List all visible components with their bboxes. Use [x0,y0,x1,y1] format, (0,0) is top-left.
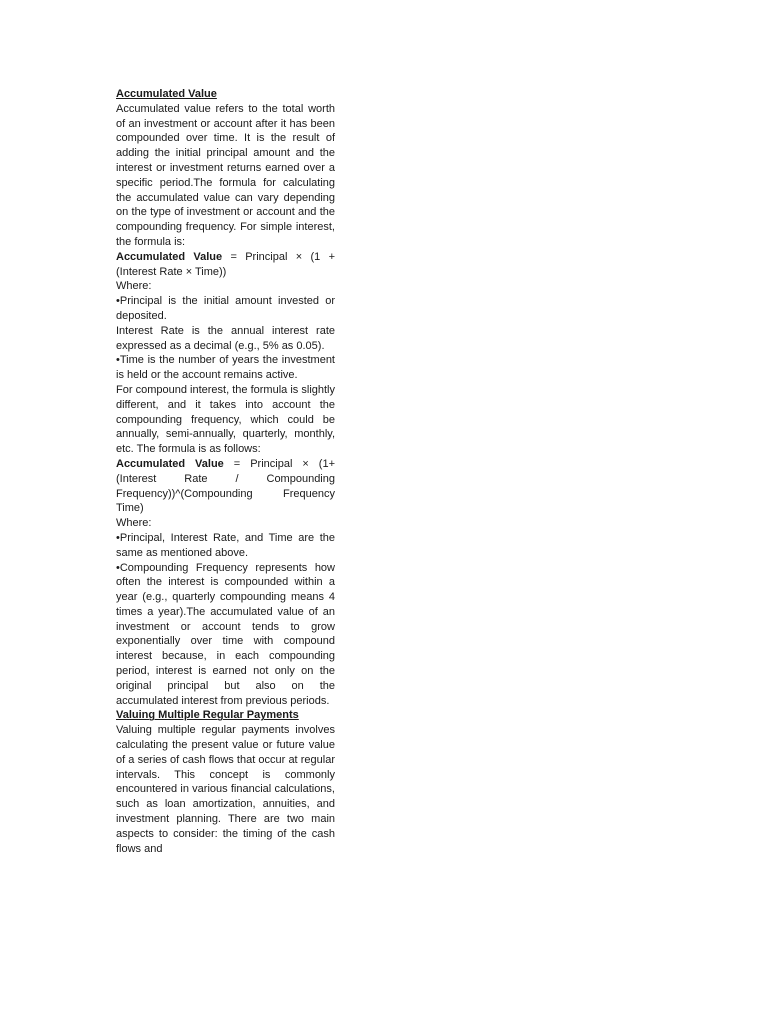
paragraph-valuing-payments: Valuing multiple regular payments involves calculating the present value or future value of a series of cash flows that occur at regular intervals. This concept is commonly encountered in various financial calculations, such as loan amortization, annuities, and investment planning. There are two main aspects to consider: the timing of the cash flows and [116,724,335,855]
where-label-1: Where: [116,280,152,293]
formula-body: = Principal × (1+ (Interest Rate / Compounding Frequency))^(Compounding Frequency Time) [116,457,335,515]
formula-label: Accumulated Value [116,250,223,263]
interest-rate-definition: Interest Rate is the annual interest rate expressed as a decimal (e.g., 5% as 0.05). [116,324,335,352]
where-label-2: Where: [116,517,152,530]
same-variables-note: •Principal, Interest Rate, and Time are the same as mentioned above. [116,531,335,559]
compound-interest-formula [116,457,335,516]
compound-interest-intro: For compound interest, the formula is slightly different, and it takes into account the compounding frequency, which could be annually, semi-annually, quarterly, monthly, etc. The formula is as follows: [116,383,335,456]
section-heading-valuing-payments [116,708,335,723]
formula-body: = Principal × (1 + (Interest Rate × Time)) [116,250,335,278]
paragraph-intro: Accumulated value refers to the total worth of an investment or account after it has been compounded over time. It is the result of adding the initial principal amount and the interest or investment returns earned over a specific period.The formula for calculating the accumulated value can vary depending on the type of investment or account and the compounding frequency. For simple interest, the formula is: [116,102,335,248]
text-column [116,87,335,856]
compounding-frequency-definition: •Compounding Frequency represents how often the interest is compounded within a year (e.g., quarterly compounding means 4 times a year).The accumulated value of an investment or account tends to grow exponentially over time with compound interest because, in each compounding period, interest is earned not only on the original principal but also on the accumulated interest from previous periods. [116,561,335,707]
time-definition: •Time is the number of years the investment is held or the account remains active. [116,354,335,382]
principal-definition: •Principal is the initial amount invested or deposited. [116,295,335,322]
section-heading-accumulated-value [116,87,335,102]
formula-label: Accumulated Value [116,457,224,470]
simple-interest-formula [116,250,335,280]
heading-text: Valuing Multiple Regular Payments [116,709,299,722]
heading-text: Accumulated Value [116,88,217,100]
